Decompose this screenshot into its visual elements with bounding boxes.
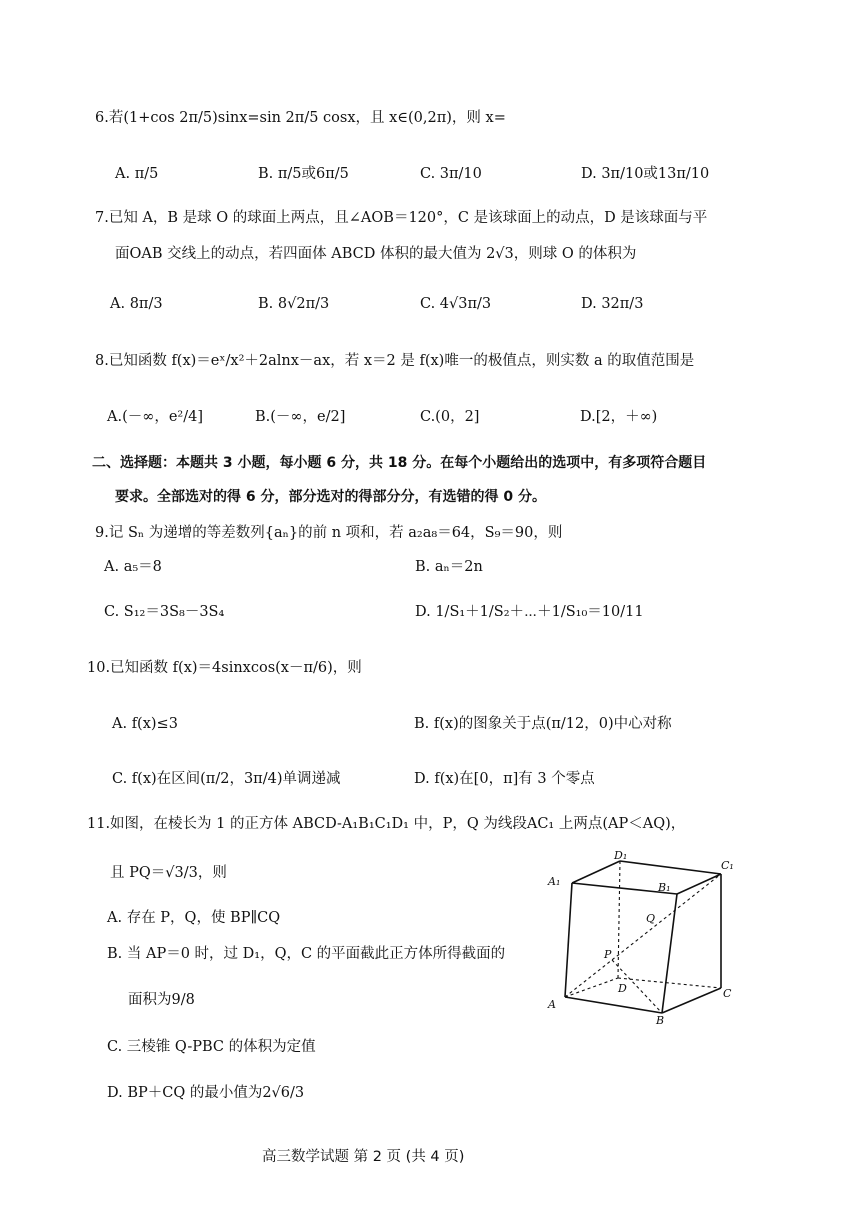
q11-stem-line2: 且 PQ＝√3/3，则: [110, 865, 227, 881]
q6-option-a: A. π/5: [115, 166, 159, 182]
edge-a1-a: [565, 883, 572, 997]
q10-option-c: C. f(x)在区间(π/2，3π/4)单调递减: [112, 771, 341, 787]
edge-a-d-hidden: [565, 978, 618, 997]
edge-b-c: [662, 988, 721, 1013]
cube-figure: [540, 845, 745, 1025]
q7-option-b: B. 8√2π/3: [258, 296, 330, 312]
q7-stem-line2: 面OAB 交线上的动点，若四面体 ABCD 体积的最大值为 2√3，则球 O 的体积为: [115, 246, 637, 262]
q6-stem: 6.若(1+cos 2π/5)sinx=sin 2π/5 cosx，且 x∈(0,2π)，则 x=: [95, 110, 506, 126]
section2-heading-line1: 二、选择题：本题共 3 小题，每小题 6 分，共 18 分。在每个小题给出的选项中，有多项符合题目: [92, 455, 707, 471]
label-p: P: [604, 948, 612, 961]
q8-option-b: B.(－∞，e/2]: [255, 409, 346, 425]
q7-option-a: A. 8π/3: [110, 296, 163, 312]
edge-d1-c1: [620, 861, 721, 874]
q11-stem-line1: 11.如图，在棱长为 1 的正方体 ABCD-A₁B₁C₁D₁ 中，P，Q 为线段AC₁ 上两点(AP＜AQ)，: [87, 816, 686, 832]
q8-option-c: C.(0，2]: [420, 409, 480, 425]
edge-a1-d1: [572, 861, 620, 883]
q10-option-a: A. f(x)≤3: [112, 716, 178, 732]
label-a: A: [548, 998, 556, 1011]
q6-option-b: B. π/5或6π/5: [258, 166, 349, 182]
q11-option-b-line1: B. 当 AP＝0 时，过 D₁，Q，C 的平面截此正方体所得截面的: [107, 946, 506, 962]
q11-option-c: C. 三棱锥 Q-PBC 的体积为定值: [107, 1039, 316, 1055]
q10-option-d: D. f(x)在[0，π]有 3 个零点: [414, 771, 595, 787]
section2-heading-line2: 要求。全部选对的得 6 分，部分选对的得部分分，有选错的得 0 分。: [115, 489, 546, 505]
label-c: C: [723, 987, 732, 1000]
label-a1: A₁: [548, 875, 561, 888]
label-b: B: [656, 1014, 665, 1025]
edge-b1-b: [662, 894, 677, 1013]
label-q: Q: [646, 912, 656, 925]
page-footer: 高三数学试题 第 2 页 (共 4 页): [262, 1149, 465, 1165]
q7-option-c: C. 4√3π/3: [420, 296, 492, 312]
q6-option-c: C. 3π/10: [420, 166, 482, 182]
q9-stem: 9.记 Sₙ 为递增的等差数列{aₙ}的前 n 项和，若 a₂a₈＝64，S₉＝90，则: [95, 525, 563, 541]
q11-option-d: D. BP＋CQ 的最小值为2√6/3: [107, 1085, 305, 1101]
q8-option-a: A.(－∞，e²/4]: [107, 409, 203, 425]
q10-option-b: B. f(x)的图象关于点(π/12，0)中心对称: [414, 716, 672, 732]
q9-option-a: A. a₅＝8: [104, 559, 162, 575]
label-d1: D₁: [614, 849, 628, 862]
label-b1: B₁: [658, 881, 671, 894]
edge-d1-d-hidden: [618, 861, 620, 978]
q9-option-b: B. aₙ＝2n: [415, 559, 483, 575]
q9-option-d: D. 1/S₁＋1/S₂＋⋯＋1/S₁₀＝10/11: [415, 604, 644, 620]
q11-option-a: A. 存在 P，Q，使 BP∥CQ: [107, 910, 281, 926]
label-c1: C₁: [721, 859, 734, 872]
edge-a-b: [565, 997, 662, 1013]
q9-option-c: C. S₁₂＝3S₈－3S₄: [104, 604, 225, 620]
q8-stem: 8.已知函数 f(x)＝eˣ/x²＋2alnx－ax，若 x＝2 是 f(x)唯一的极值点，则实数 a 的取值范围是: [95, 353, 695, 369]
q8-option-d: D.[2，＋∞): [580, 409, 658, 425]
label-d: D: [618, 982, 627, 995]
q6-option-d: D. 3π/10或13π/10: [581, 166, 710, 182]
q7-option-d: D. 32π/3: [581, 296, 644, 312]
diagonal-a-c1: [565, 874, 721, 997]
q7-stem-line1: 7.已知 A，B 是球 O 的球面上两点，且∠AOB＝120°，C 是该球面上的动点，D 是该球面与平: [95, 210, 708, 226]
q11-option-b-line2: 面积为9/8: [128, 992, 195, 1008]
q10-stem: 10.已知函数 f(x)＝4sinxcos(x－π/6)，则: [87, 660, 362, 676]
